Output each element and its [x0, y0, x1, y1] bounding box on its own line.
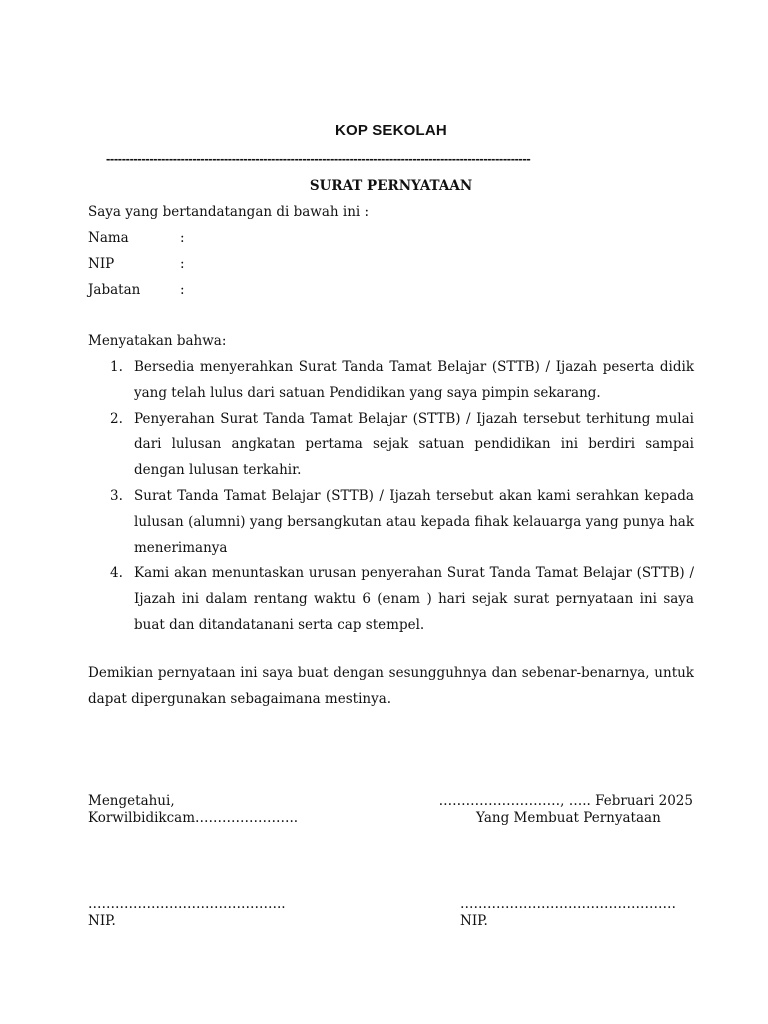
list-item-text: Kami akan menuntaskan urusan penyerahan Surat Tanda Tamat Belajar (STTB) / Ijazah ini dalam rentang waktu 6 (enam ) hari sejak surat pernyataan ini saya buat dan ditandatanani serta cap stempel.	[134, 565, 694, 633]
acknowledged-label: Mengetahui,	[88, 793, 175, 809]
korwil-label: Korwilbidikcam…………………..	[88, 810, 299, 826]
list-item-number: 3.	[110, 487, 123, 504]
list-item	[88, 484, 694, 561]
document-title: SURAT PERNYATAAN	[309, 178, 473, 194]
left-nip-label: NIP.	[88, 913, 116, 929]
list-item-number: 1.	[110, 359, 123, 375]
letterhead-title: KOP SEKOLAH	[335, 122, 447, 139]
field-label-nama: Nama	[88, 230, 129, 246]
intro-text: Saya yang bertandatangan di bawah ini :	[88, 204, 370, 220]
list-item-number: 2.	[110, 410, 123, 427]
field-colon-nip: :	[180, 256, 185, 272]
list-item-number: 4.	[110, 565, 123, 582]
list-item-text: Bersedia menyerahkan Surat Tanda Tamat Belajar (STTB) / Ijazah peserta didik yang telah lulus dari satuan Pendidikan yang saya pimpin sekarang.	[134, 359, 694, 401]
closing-paragraph: Demikian pernyataan ini saya buat dengan sesungguhnya dan sebenar-benarnya, untuk dapat dipergunakan sebagaimana mestinya.	[88, 665, 694, 707]
letterhead-separator: ------------------------------------------------------------------------------------------------------------	[106, 151, 531, 166]
signer-role: Yang Membuat Pernyataan	[476, 810, 661, 826]
list-item	[88, 561, 694, 638]
field-colon-jabatan: :	[180, 282, 185, 298]
list-item-text: Penyerahan Surat Tanda Tamat Belajar (STTB) / Ijazah tersebut terhitung mulai dari lulusan angkatan pertama sejak satuan pendidikan ini berdiri sampai dengan lulusan terkahir.	[134, 410, 694, 479]
list-item	[88, 407, 694, 484]
statement-list	[88, 355, 694, 639]
right-signature-line: …………………………………………	[460, 896, 676, 912]
date-line: ………………………, ….. Februari 2025	[438, 793, 693, 809]
statement-intro: Menyatakan bahwa:	[88, 333, 227, 349]
right-nip-label: NIP.	[460, 913, 488, 929]
field-label-nip: NIP	[88, 256, 115, 272]
list-item-text: Surat Tanda Tamat Belajar (STTB) / Ijazah tersebut akan kami serahkan kepada lulusan (alumni) yang bersangkutan atau kepada fihak kelauarga yang punya hak menerimanya	[134, 487, 694, 556]
list-item	[88, 355, 694, 407]
field-label-jabatan: Jabatan	[88, 282, 141, 298]
left-signature-line: ……………………………………..	[88, 896, 286, 912]
field-colon-nama: :	[180, 230, 185, 246]
